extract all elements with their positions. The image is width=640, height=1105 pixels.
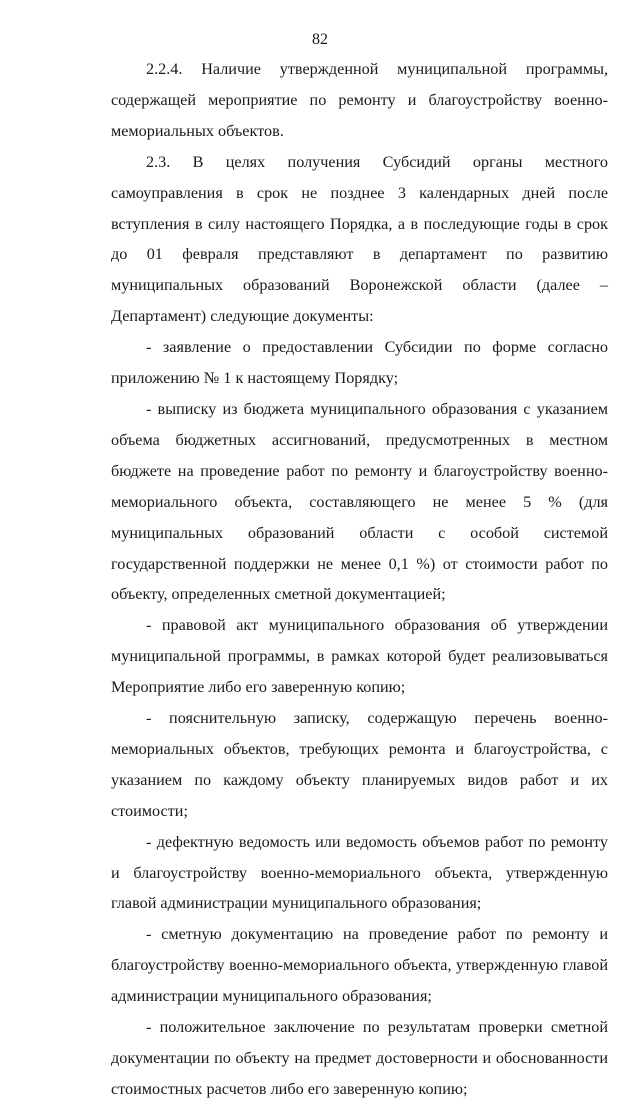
document-body (111, 54, 608, 1105)
paragraph-2-2-4: 2.2.4. Наличие утвержденной муниципальной программы, содержащей мероприятие по ремонту и благоустройству военно-мемориальных объектов. (111, 60, 608, 140)
page-number: 82 (312, 31, 328, 48)
paragraph-2-3: 2.3. В целях получения Субсидий органы местного самоуправления в срок не позднее 3 календарных дней после вступления в силу настоящего Порядка, а в последующие годы в срок до 01 февраля представляют в департамент по развитию муниципальных образований Воронежской области (далее – Департамент) следующие документы: (111, 152, 608, 326)
list-item-explanatory-note: - пояснительную записку, содержащую перечень военно-мемориальных объектов, требующих ремонта и благоустройства, с указанием по каждому объекту планируемых видов работ и их стоимости; (111, 709, 608, 820)
list-item-positive-conclusion: - положительное заключение по результатам проверки сметной документации по объекту на предмет достоверности и обоснованности стоимостных расчетов либо его заверенную копию; (111, 1018, 608, 1098)
list-item-application: - заявление о предоставлении Субсидии по форме согласно приложению № 1 к настоящему Порядку; (111, 338, 608, 388)
list-item-estimate-documentation: - сметную документацию на проведение работ по ремонту и благоустройству военно-мемориального объекта, утвержденную главой администрации муниципального образования; (111, 925, 608, 1006)
list-item-budget-extract: - выписку из бюджета муниципального образования с указанием объема бюджетных ассигнований, предусмотренных в местном бюджете на проведение работ по ремонту и благоустройству военно-мемориального объекта, составляющего не менее 5 % (для муниципальных образований области с особой системой государственной поддержки не менее 0,1 %) от стоимости работ по объекту, определенных сметной документацией; (111, 399, 608, 604)
list-item-defect-statement: - дефектную ведомость или ведомость объемов работ по ремонту и благоустройству военно-мемориального объекта, утвержденную главой администрации муниципального образования; (111, 832, 608, 913)
list-item-legal-act: - правовой акт муниципального образования об утверждении муниципальной программы, в рамках которой будет реализовываться Мероприятие либо его заверенную копию; (111, 616, 608, 697)
